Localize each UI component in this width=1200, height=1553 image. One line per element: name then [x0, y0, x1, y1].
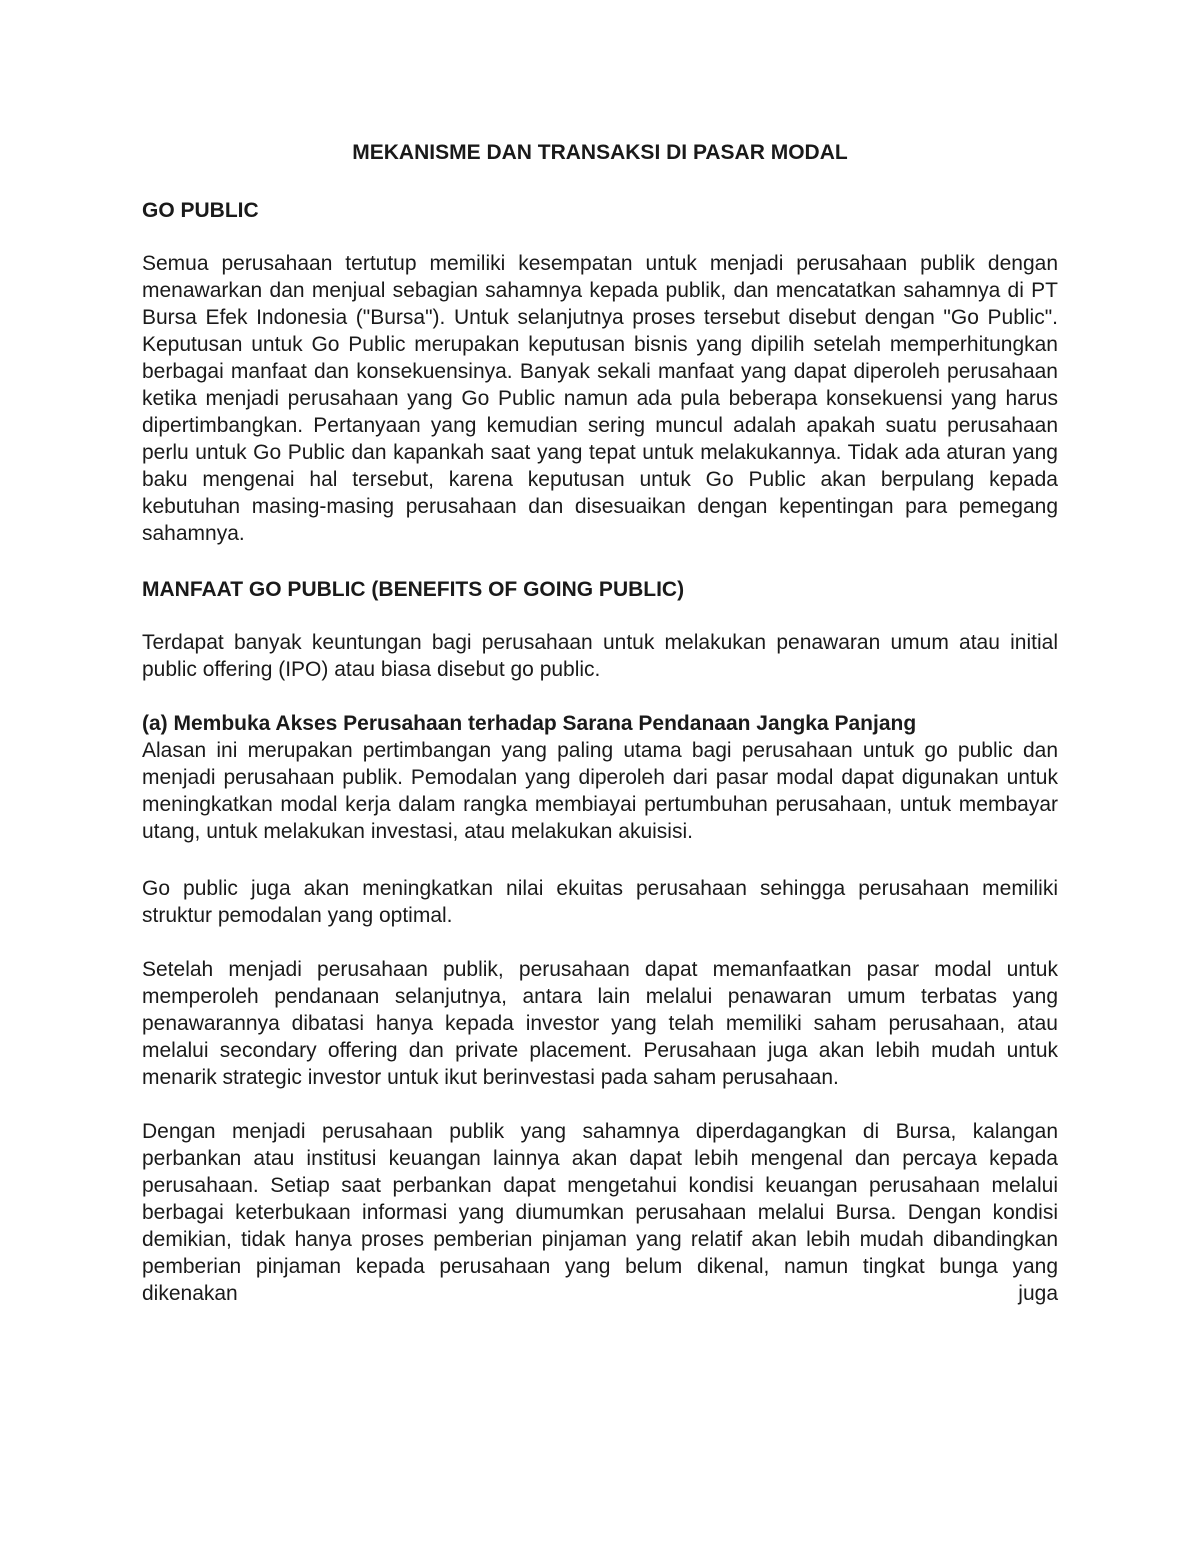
- paragraph-a1: Alasan ini merupakan pertimbangan yang paling utama bagi perusahaan untuk go public dan menjadi perusahaan publik. Pemodalan yang diperoleh dari pasar modal dapat digunakan untuk meningkatkan modal kerja dalam rangka membiayai pertumbuhan perusahaan, untuk membayar utang, untuk melakukan investasi, atau melakukan akuisisi.: [142, 739, 1058, 843]
- subsection-a: [142, 710, 1058, 845]
- paragraph-go-public: Semua perusahaan tertutup memiliki kesempatan untuk menjadi perusahaan publik dengan menawarkan dan menjual sebagian sahamnya kepada publik, dan mencatatkan sahamnya di PT Bursa Efek Indonesia ("Bursa"). Untuk selanjutnya proses tersebut disebut dengan "Go Public". Keputusan untuk Go Public merupakan keputusan bisnis yang dipilih setelah memperhitungkan berbagai manfaat dan konsekuensinya. Banyak sekali manfaat yang dapat diperoleh perusahaan ketika menjadi perusahaan yang Go Public namun ada pula beberapa konsekuensi yang harus dipertimbangkan. Pertanyaan yang kemudian sering muncul adalah apakah suatu perusahaan perlu untuk Go Public dan kapankah saat yang tepat untuk melakukannya. Tidak ada aturan yang baku mengenai hal tersebut, karena keputusan untuk Go Public akan berpulang kepada kebutuhan masing-masing perusahaan dan disesuaikan dengan kepentingan para pemegang sahamnya.: [142, 252, 1058, 545]
- paragraph-a4: Dengan menjadi perusahaan publik yang sahamnya diperdagangkan di Bursa, kalangan perbankan atau institusi keuangan lainnya akan dapat lebih mengenal dan percaya kepada perusahaan. Setiap saat perbankan dapat mengetahui kondisi keuangan perusahaan melalui berbagai keterbukaan informasi yang diumumkan perusahaan melalui Bursa. Dengan kondisi demikian, tidak hanya proses pemberian pinjaman yang relatif akan lebih mudah dibandingkan pemberian pinjaman kepada perusahaan yang belum dikenal, namun tingkat bunga yang dikenakan juga: [142, 1120, 1058, 1305]
- paragraph-a2: Go public juga akan meningkatkan nilai ekuitas perusahaan sehingga perusahaan memiliki struktur pemodalan yang optimal.: [142, 877, 1058, 927]
- paragraph-a3: Setelah menjadi perusahaan publik, perusahaan dapat memanfaatkan pasar modal untuk memperoleh pendanaan selanjutnya, antara lain melalui penawaran umum terbatas yang penawarannya dibatasi hanya kepada investor yang telah memiliki saham perusahaan, atau melalui secondary offering dan private placement. Perusahaan juga akan lebih mudah untuk menarik strategic investor untuk ikut berinvestasi pada saham perusahaan.: [142, 958, 1058, 1089]
- document-page: [142, 140, 1058, 1307]
- section-heading-go-public: GO PUBLIC: [142, 199, 259, 222]
- section-heading-benefits: MANFAAT GO PUBLIC (BENEFITS OF GOING PUBLIC): [142, 578, 685, 601]
- paragraph-benefits-intro: Terdapat banyak keuntungan bagi perusahaan untuk melakukan penawaran umum atau initial public offering (IPO) atau biasa disebut go public.: [142, 631, 1058, 681]
- subheading-a: (a) Membuka Akses Perusahaan terhadap Sarana Pendanaan Jangka Panjang: [142, 712, 917, 735]
- document-title: MEKANISME DAN TRANSAKSI DI PASAR MODAL: [352, 141, 848, 164]
